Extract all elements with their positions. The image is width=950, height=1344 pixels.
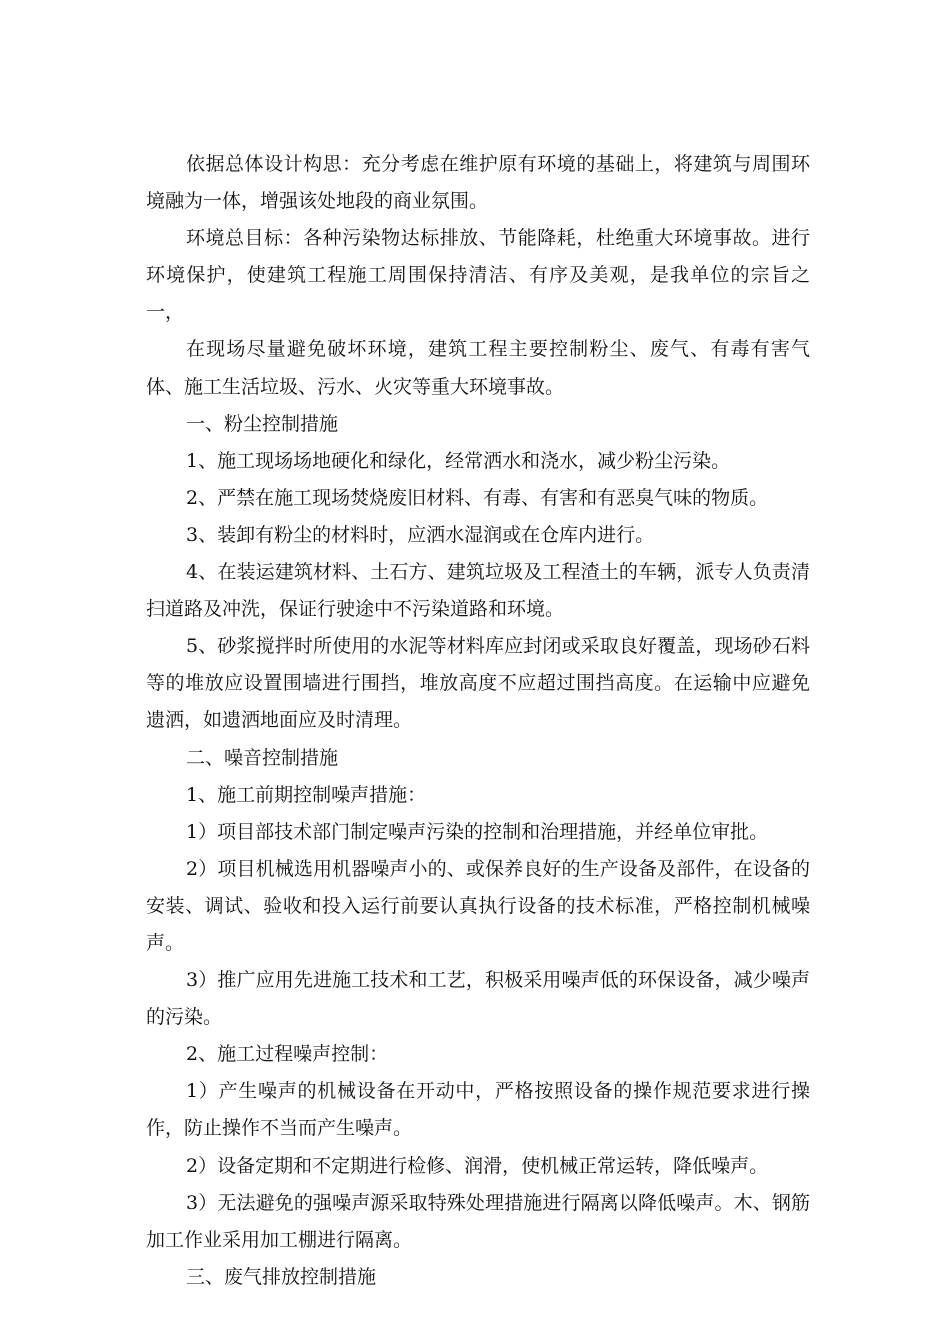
list-item-noise-early-1: 1）项目部技术部门制定噪声污染的控制和治理措施，并经单位审批。	[186, 820, 769, 843]
subheading-noise-early: 1、施工前期控制噪声措施：	[186, 783, 427, 806]
list-item-dust-1: 1、施工现场场地硬化和绿化，经常洒水和浇水，减少粉尘污染。	[186, 449, 731, 472]
list-item-noise-process-2: 2）设备定期和不定期进行检修、润滑，使机械正常运转，降低噪声。	[186, 1154, 769, 1177]
list-item-noise-early-2: 2）项目机械选用机器噪声小的、或保养良好的生产设备及部件，在设备的安装、调试、验收和投入运行前要认真执行设备的技术标准，严格控制机械噪声。	[146, 857, 810, 954]
section-heading-noise: 二、噪音控制措施	[186, 746, 339, 769]
list-item-noise-early-3: 3）推广应用先进施工技术和工艺，积极采用噪声低的环保设备，减少噪声的污染。	[146, 969, 810, 1029]
list-item-noise-process-1: 1）产生噪声的机械设备在开动中，严格按照设备的操作规范要求进行操作，防止操作不当而产生噪声。	[146, 1080, 810, 1140]
subheading-noise-process: 2、施工过程噪声控制：	[186, 1043, 389, 1066]
section-heading-exhaust: 三、废气排放控制措施	[186, 1265, 377, 1288]
paragraph-site-control: 在现场尽量避免破坏环境，建筑工程主要控制粉尘、废气、有毒有害气体、施工生活垃圾、污水、火灾等重大环境事故。	[146, 338, 810, 398]
section-heading-dust: 一、粉尘控制措施	[186, 412, 339, 435]
paragraph-environment-goal: 环境总目标：各种污染物达标排放、节能降耗，杜绝重大环境事故。进行环境保护，使建筑工程施工周围保持清洁、有序及美观，是我单位的宗旨之一，	[146, 227, 810, 324]
list-item-dust-3: 3、装卸有粉尘的材料时，应洒水湿润或在仓库内进行。	[186, 523, 655, 546]
document-body	[146, 146, 810, 1296]
list-item-dust-2: 2、严禁在施工现场焚烧废旧材料、有毒、有害和有恶臭气味的物质。	[186, 486, 769, 509]
list-item-dust-4: 4、在装运建筑材料、土石方、建筑垃圾及工程渣土的车辆，派专人负责清扫道路及冲洗，保证行驶途中不污染道路和环境。	[146, 561, 810, 621]
paragraph-design-concept: 依据总体设计构思：充分考虑在维护原有环境的基础上，将建筑与周围环境融为一体，增强该处地段的商业氛围。	[146, 153, 810, 213]
list-item-dust-5: 5、砂浆搅拌时所使用的水泥等材料库应封闭或采取良好覆盖，现场砂石料等的堆放应设置围墙进行围挡，堆放高度不应超过围挡高度。在运输中应避免遗洒，如遗洒地面应及时清理。	[146, 635, 810, 732]
list-item-noise-process-3: 3）无法避免的强噪声源采取特殊处理措施进行隔离以降低噪声。木、钢筋加工作业采用加工棚进行隔离。	[146, 1191, 810, 1251]
